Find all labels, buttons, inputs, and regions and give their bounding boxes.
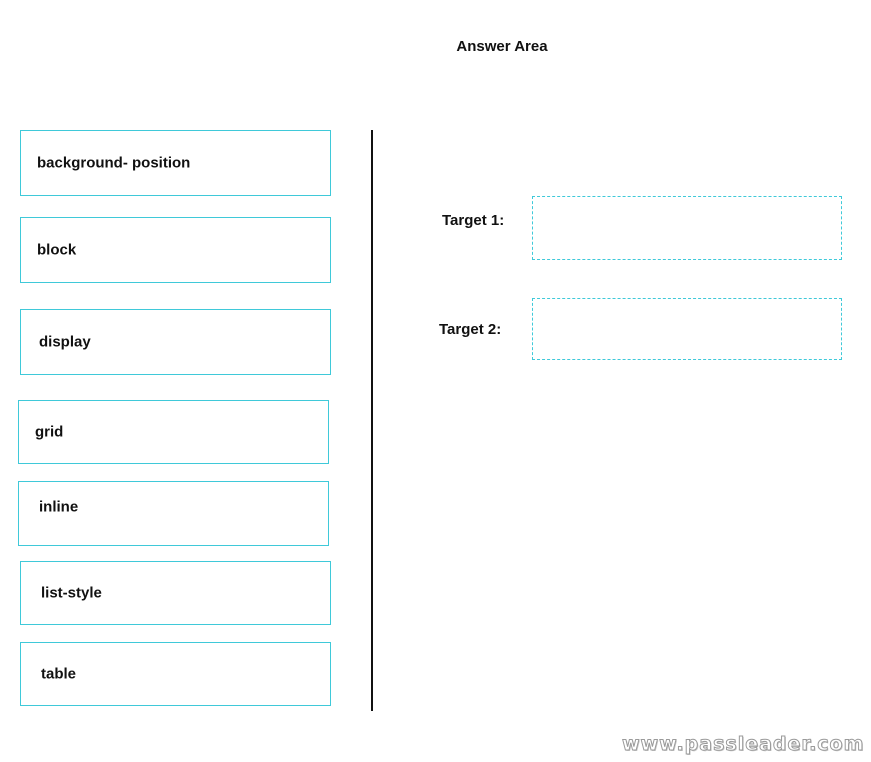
option-label: display (39, 333, 91, 351)
option-label: background- position (37, 154, 191, 172)
option-label: table (41, 665, 77, 683)
option-block[interactable] (20, 217, 331, 283)
vertical-divider (371, 130, 373, 711)
option-label: grid (35, 423, 64, 441)
option-table[interactable] (20, 642, 331, 706)
target-1-drop-zone[interactable] (532, 196, 842, 260)
option-label: inline (39, 498, 79, 516)
option-background-position[interactable] (20, 130, 331, 196)
target-2-label: Target 2: (439, 321, 502, 338)
option-grid[interactable] (18, 400, 329, 464)
watermark: www.passleader.com (622, 733, 865, 755)
option-label: list-style (41, 584, 102, 602)
answer-area-title: Answer Area (456, 38, 548, 55)
option-display[interactable] (20, 309, 331, 375)
option-label: block (37, 241, 77, 259)
option-inline[interactable] (18, 481, 329, 546)
option-list-style[interactable] (20, 561, 331, 625)
target-2-drop-zone[interactable] (532, 298, 842, 360)
target-1-label: Target 1: (442, 212, 505, 229)
